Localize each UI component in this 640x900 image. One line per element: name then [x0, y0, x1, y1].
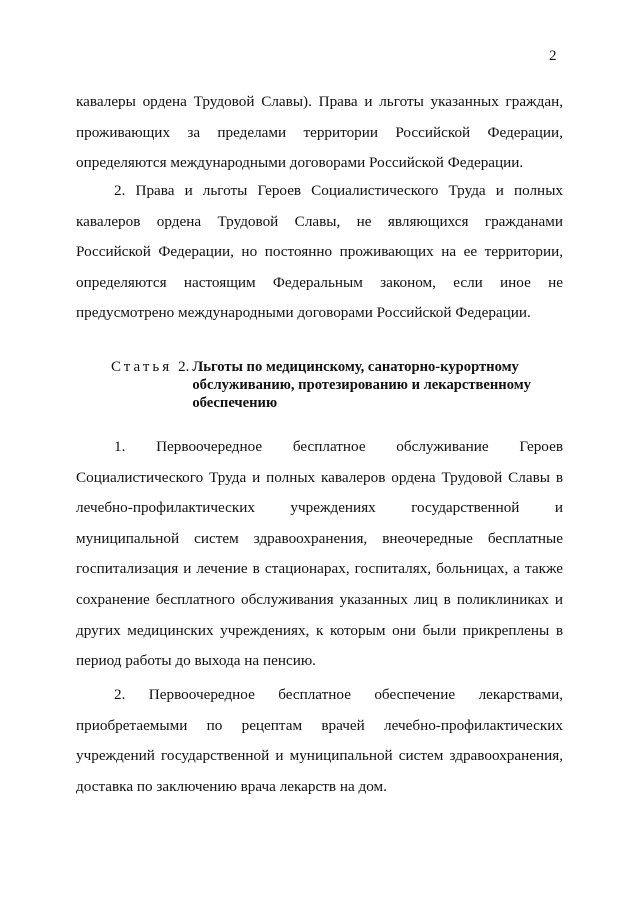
article-heading	[111, 358, 551, 412]
paragraph-2: 2. Права и льготы Героев Социалистического Труда и полных кавалеров ордена Трудовой Славы, не являющихся гражданами Российской Федерации, но постоянно проживающих на ее территории, определяются настоящим Федеральным законом, если иное не предусмотрено международными договорами Российской Федерации.	[76, 182, 563, 322]
article-title-line: Льготы по медицинскому, санаторно-курортному	[192, 359, 519, 375]
article-paragraph-1: 1. Первоочередное бесплатное обслуживание Героев Социалистического Труда и полных кавалеров ордена Трудовой Славы в лечебно-профилактических учреждениях государственной и муниципальной систем здравоохранения, внеочередные бесплатные госпитализация и лечение в стационарах, госпиталях, больницах, а также сохранение бесплатного обслуживания указанных лиц в поликлиниках и других медицинских учреждениях, к которым они были прикреплены в период работы до выхода на пенсию.	[76, 438, 563, 670]
article-title-line: обслуживанию, протезированию и лекарственному	[192, 377, 531, 393]
paragraph-continuation: кавалеры ордена Трудовой Славы). Права и льготы указанных граждан, проживающих за пределами территории Российской Федерации, определяются международными договорами Российской Федерации.	[76, 93, 563, 172]
article-label: Статья	[111, 359, 173, 375]
article-title-line: обеспечению	[192, 395, 278, 411]
page-number: 2	[549, 48, 557, 64]
article-paragraph-2: 2. Первоочередное бесплатное обеспечение лекарствами, приобретаемыми по рецептам врачей лечебно-профилактических учреждений государственной и муниципальной систем здравоохранения, доставка по заключению врача лекарств на дом.	[76, 686, 563, 795]
article-number: 2.	[178, 359, 190, 375]
article-title	[192, 358, 531, 412]
